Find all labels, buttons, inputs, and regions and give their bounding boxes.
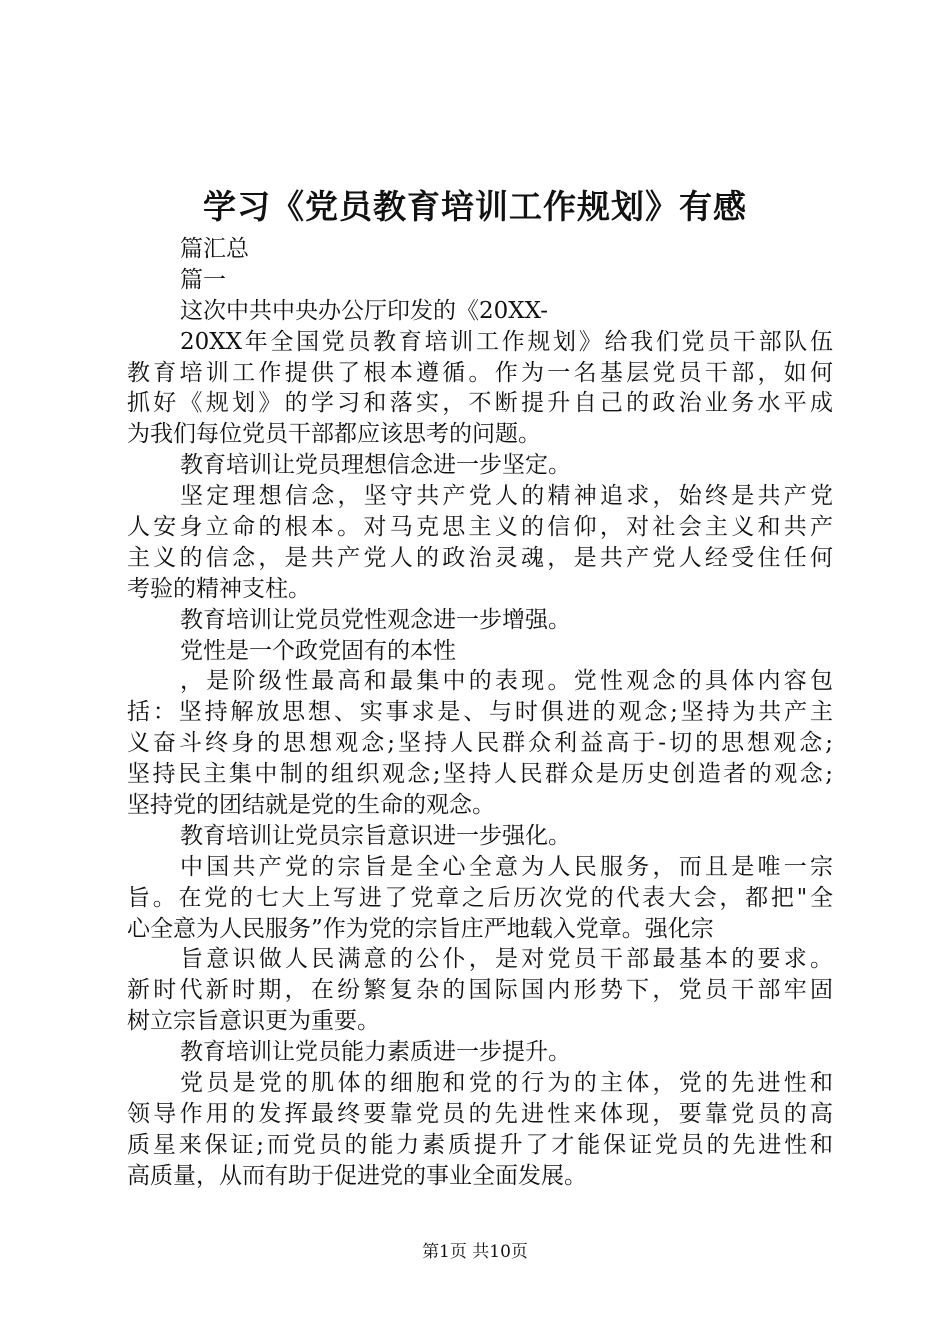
body-line: 为我们每位党员干部都应该思考的问题。 [127, 421, 541, 448]
body-line: 心全意为人民服务”作为党的宗旨庄严地载入党章。强化宗 [127, 915, 714, 942]
body-line: 教育培训让党员理想信念进一步坚定。 [180, 452, 571, 479]
body-line: 新时代新时期，在纷繁复杂的国际国内形势下，党员干部牢固 [127, 977, 833, 1004]
body-line: 教育培训让党员党性观念进一步增强。 [180, 606, 571, 633]
body-line: 义奋斗终身的思想观念;坚持人民群众利益高于-切的思想观念; [127, 730, 833, 757]
body-line: 旨。在党的七大上写进了党章之后历次党的代表大会，都把"全 [127, 884, 833, 911]
body-line: 旨意识做人民满意的公仆，是对党员干部最基本的要求。 [180, 946, 833, 973]
body-line: 教育培训让党员能力素质进一步提升。 [180, 1039, 571, 1066]
body-line: 这次中共中央办公厅印发的《20XX- [180, 297, 548, 324]
body-line: 篇汇总 [180, 236, 249, 262]
body-line: 党性是一个政党固有的本性 [180, 637, 456, 664]
body-line: 树立宗旨意识更为重要。 [127, 1008, 380, 1035]
body-line: 质星来保证;而党员的能力素质提升了才能保证党员的先进性和 [127, 1131, 833, 1158]
body-line: 坚持党的团结就是党的生命的观念。 [127, 792, 495, 819]
body-line: 篇一 [180, 266, 226, 293]
body-line: 考验的精神支柱。 [127, 575, 311, 602]
body-line: 教育培训工作提供了根本遵循。作为一名基层党员干部，如何 [127, 359, 833, 386]
page-footer: 第1页 共10页 [422, 1242, 528, 1262]
body-line: 括：坚持解放思想、实事求是、与时俱进的观念;坚持为共产主 [127, 699, 833, 726]
document-title: 学习《党员教育培训工作规划》有感 [203, 187, 747, 226]
document-body [127, 234, 833, 1192]
body-line: 人安身立命的根本。对马克思主义的信仰，对社会主义和共产 [127, 514, 833, 541]
body-line: ，是阶级性最高和最集中的表现。党性观念的具体内容包 [180, 668, 833, 695]
body-line: 领导作用的发挥最终要靠党员的先进性来体现，要靠党员的高 [127, 1100, 833, 1127]
body-line: 主义的信念，是共产党人的政治灵魂，是共产党人经受住任何 [127, 544, 833, 571]
body-line: 教育培训让党员宗旨意识进一步强化。 [180, 822, 571, 849]
body-line: 中国共产党的宗旨是全心全意为人民服务，而且是唯一宗 [180, 853, 833, 880]
body-line: 高质量，从而有助于促进党的事业全面发展。 [127, 1162, 587, 1189]
body-line: 坚持民主集中制的组织观念;坚持人民群众是历史创造者的观念; [127, 761, 833, 788]
body-line: 党员是党的肌体的细胞和党的行为的主体，党的先进性和 [180, 1070, 833, 1097]
body-line: 坚定理想信念，坚守共产党人的精神追求，始终是共产党 [180, 483, 833, 510]
body-line: 20XX年全国党员教育培训工作规划》给我们党员干部队伍 [180, 328, 833, 355]
body-line: 抓好《规划》的学习和落实，不断提升自己的政治业务水平成 [127, 390, 833, 417]
